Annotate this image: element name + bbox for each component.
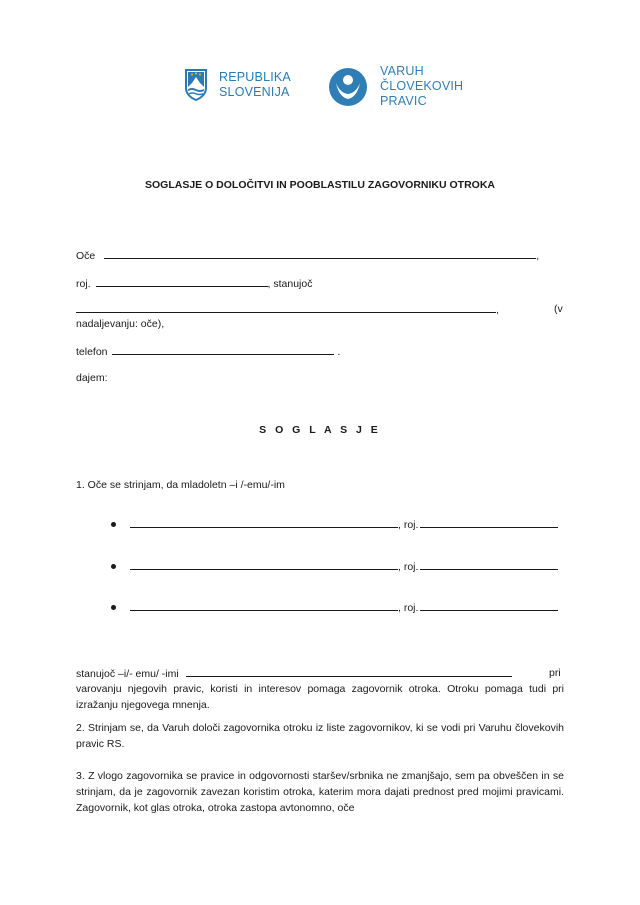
address-blank[interactable]	[76, 303, 496, 313]
father-name-line	[76, 249, 539, 262]
coat-of-arms-icon	[183, 68, 209, 102]
nadaljevanju-text: nadaljevanju: oče),	[76, 318, 165, 330]
item-3-paragraph: 3. Z vlogo zagovornika se pravice in odgovornosti staršev/srbnika ne zmanjšajo, sem pa obveščen in se strinjam, da je zagovornik zavezan koristim otroka, katerim mora dajati prednost pred mojimi pravicami. Zagovornik, kot glas otroka, otroka zastopa avtonomno, oče	[76, 770, 564, 814]
roj-label: , roj.	[398, 602, 419, 614]
roj-label: roj.	[76, 278, 91, 290]
father-name-blank[interactable]	[104, 249, 536, 259]
stanujoc-paragraph: varovanju njegovih pravic, koristi in interesov pomaga zagovornik otroka. Otroku pomaga tudi pri izražanju njegovega mnenja.	[76, 683, 564, 711]
phone-line	[76, 345, 340, 358]
logo-text-line: PRAVIC	[380, 94, 427, 108]
roj-label: , roj.	[398, 519, 419, 531]
father-label: Oče	[76, 250, 96, 262]
child-birth-blank[interactable]	[420, 601, 558, 611]
address-line	[76, 303, 499, 316]
stanujoc-label: , stanujoč	[267, 278, 313, 290]
child-row	[111, 518, 558, 531]
soglasje-heading: S O G L A S J E	[259, 424, 381, 436]
bullet-icon	[111, 564, 116, 569]
item-2-paragraph: 2. Strinjam se, da Varuh določi zagovornika otroku iz liste zagovornikov, ki se vodi pri Varuhu človekovih pravic RS.	[76, 722, 564, 750]
stanujoc-start: stanujoč –i/- emu/ -imi	[76, 668, 179, 680]
child-row	[111, 601, 558, 614]
child-row	[111, 560, 558, 573]
child-name-blank[interactable]	[130, 560, 398, 570]
item-1-text: 1. Oče se strinjam, da mladoletn –i /-emu/-im	[76, 479, 285, 491]
varuh-emblem-icon	[328, 67, 368, 107]
phone-label: telefon	[76, 346, 108, 358]
logo-text-line: ČLOVEKOVIH	[380, 79, 464, 93]
comma: ,	[536, 250, 540, 262]
stanujoc-line	[76, 667, 512, 680]
bullet-icon	[111, 522, 116, 527]
birth-date-line	[76, 277, 312, 290]
republika-slovenija-logo	[183, 68, 291, 102]
document-title: SOGLASJE O DOLOČITVI IN POOBLASTILU ZAGOVORNIKU OTROKA	[144, 179, 495, 191]
varuh-text	[380, 64, 463, 109]
republika-slovenija-text	[219, 70, 291, 100]
comma: ,	[496, 304, 499, 316]
residence-blank[interactable]	[186, 667, 512, 677]
logo-text-line: SLOVENIJA	[219, 85, 290, 99]
phone-blank[interactable]	[112, 345, 334, 355]
period: .	[337, 346, 341, 358]
bullet-icon	[111, 605, 116, 610]
logo-text-line: VARUH	[380, 64, 424, 78]
varuh-logo	[328, 64, 463, 109]
roj-label: , roj.	[398, 561, 419, 573]
dajem-text: dajem:	[76, 372, 108, 384]
child-birth-blank[interactable]	[420, 518, 558, 528]
logo-text-line: REPUBLIKA	[219, 70, 291, 84]
pri-word: pri	[549, 667, 561, 679]
child-name-blank[interactable]	[130, 518, 398, 528]
nadaljevanju-v: (v	[554, 303, 563, 315]
child-name-blank[interactable]	[130, 601, 398, 611]
birth-date-blank[interactable]	[96, 277, 268, 287]
child-birth-blank[interactable]	[420, 560, 558, 570]
